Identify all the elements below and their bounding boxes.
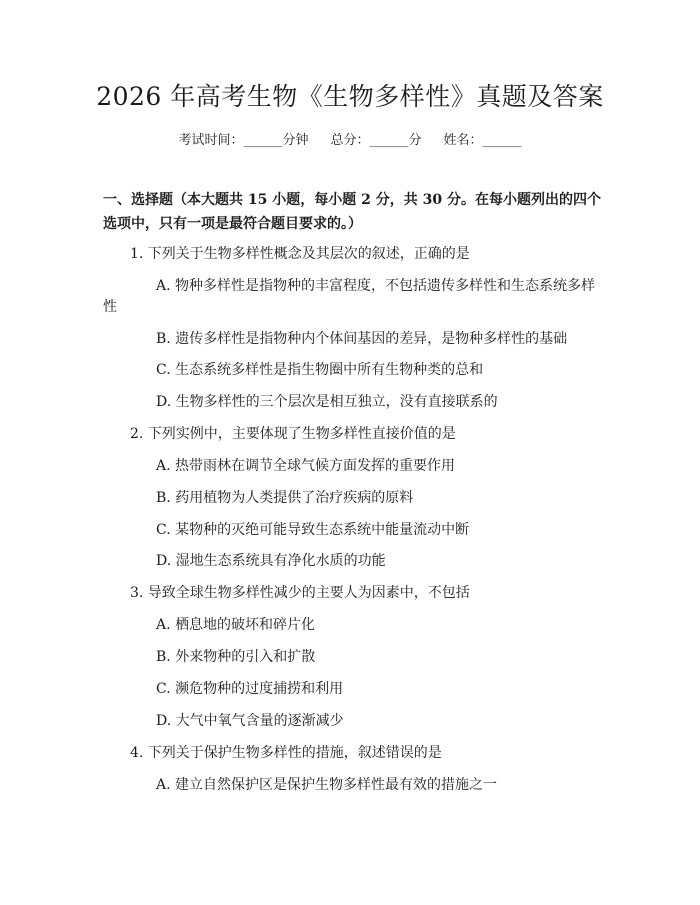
question-option: B. 药用植物为人类提供了治疗疾病的原料: [156, 490, 414, 506]
question-option: A. 物种多样性是指物种的丰富程度，不包括遗传多样性和生态系统多样: [156, 278, 596, 294]
question-option: A. 热带雨林在调节全球气候方面发挥的重要作用: [156, 458, 456, 474]
question-option: B. 外来物种的引入和扩散: [156, 649, 316, 665]
question-option: B. 遗传多样性是指物种内个体间基因的差异，是物种多样性的基础: [156, 331, 568, 347]
question-option: A. 栖息地的破坏和碎片化: [156, 617, 316, 633]
section-heading: 一、选择题（本大题共 15 小题，每小题 2 分，共 30 分。在每小题列出的四个选项中，只有一项是最符合题目要求的。）: [103, 192, 601, 232]
question-option: A. 建立自然保护区是保护生物多样性最有效的措施之一: [156, 777, 498, 793]
question-option: C. 生态系统多样性是指生物圈中所有生物种类的总和: [156, 362, 484, 378]
question-stem: 1. 下列关于生物多样性概念及其层次的叙述，正确的是: [130, 246, 470, 262]
question-option-wrap: 性: [103, 299, 117, 315]
question-stem: 4. 下列关于保护生物多样性的措施，叙述错误的是: [130, 745, 442, 761]
question-option: D. 湿地生态系统具有净化水质的功能: [156, 553, 386, 569]
exam-time-field: 考试时间：______分钟: [178, 133, 309, 148]
student-name-field: 姓名：______: [443, 133, 522, 148]
question-option: C. 濒危物种的过度捕捞和利用: [156, 681, 344, 697]
question-option: C. 某物种的灭绝可能导致生态系统中能量流动中断: [156, 522, 470, 538]
exam-info-line: [0, 131, 700, 151]
document-title: 2026 年高考生物《生物多样性》真题及答案: [96, 82, 604, 111]
question-option: D. 生物多样性的三个层次是相互独立，没有直接联系的: [156, 394, 498, 410]
total-score-field: 总分：______分: [330, 133, 422, 148]
question-option: D. 大气中氧气含量的逐渐减少: [156, 713, 344, 729]
question-stem: 2. 下列实例中，主要体现了生物多样性直接价值的是: [130, 426, 456, 442]
question-stem: 3. 导致全球生物多样性减少的主要人为因素中，不包括: [130, 585, 470, 601]
